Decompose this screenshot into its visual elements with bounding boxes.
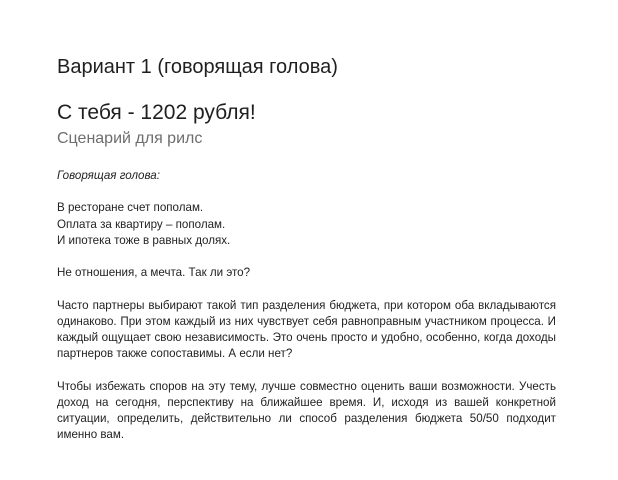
intro-line: И ипотека тоже в равных долях. xyxy=(57,233,231,247)
document-subtitle: Сценарий для рилс xyxy=(57,130,203,147)
body-paragraph-1: Часто партнеры выбирают такой тип разделения бюджета, при котором оба вкладываются одинаково. При этом каждый из них чувствует себя равноправным участником процесса. И каждый ощущает свою независимость. Это очень просто и удобно, особенно, когда доходы партнеров также сопоставимы. А если нет? xyxy=(57,298,556,361)
body-paragraph-2: Чтобы избежать споров на эту тему, лучше совместно оценить ваши возможности. Учесть доход на сегодня, перспективу на ближайшее время. И, исходя из вашей конкретной ситуации, определить, действительно ли способ разделения бюджета 50/50 подходит именно вам. xyxy=(57,379,556,442)
speaker-label: Говорящая голова: xyxy=(57,169,160,182)
document-body xyxy=(57,168,556,460)
question-paragraph: Не отношения, а мечта. Так ли это? xyxy=(57,266,251,280)
variant-heading: Вариант 1 (говорящая голова) xyxy=(57,56,338,78)
intro-line: В ресторане счет пополам. xyxy=(57,201,204,215)
intro-line: Оплата за квартиру – пополам. xyxy=(57,217,226,231)
document-title: С тебя - 1202 рубля! xyxy=(57,101,256,124)
intro-block xyxy=(57,200,556,249)
